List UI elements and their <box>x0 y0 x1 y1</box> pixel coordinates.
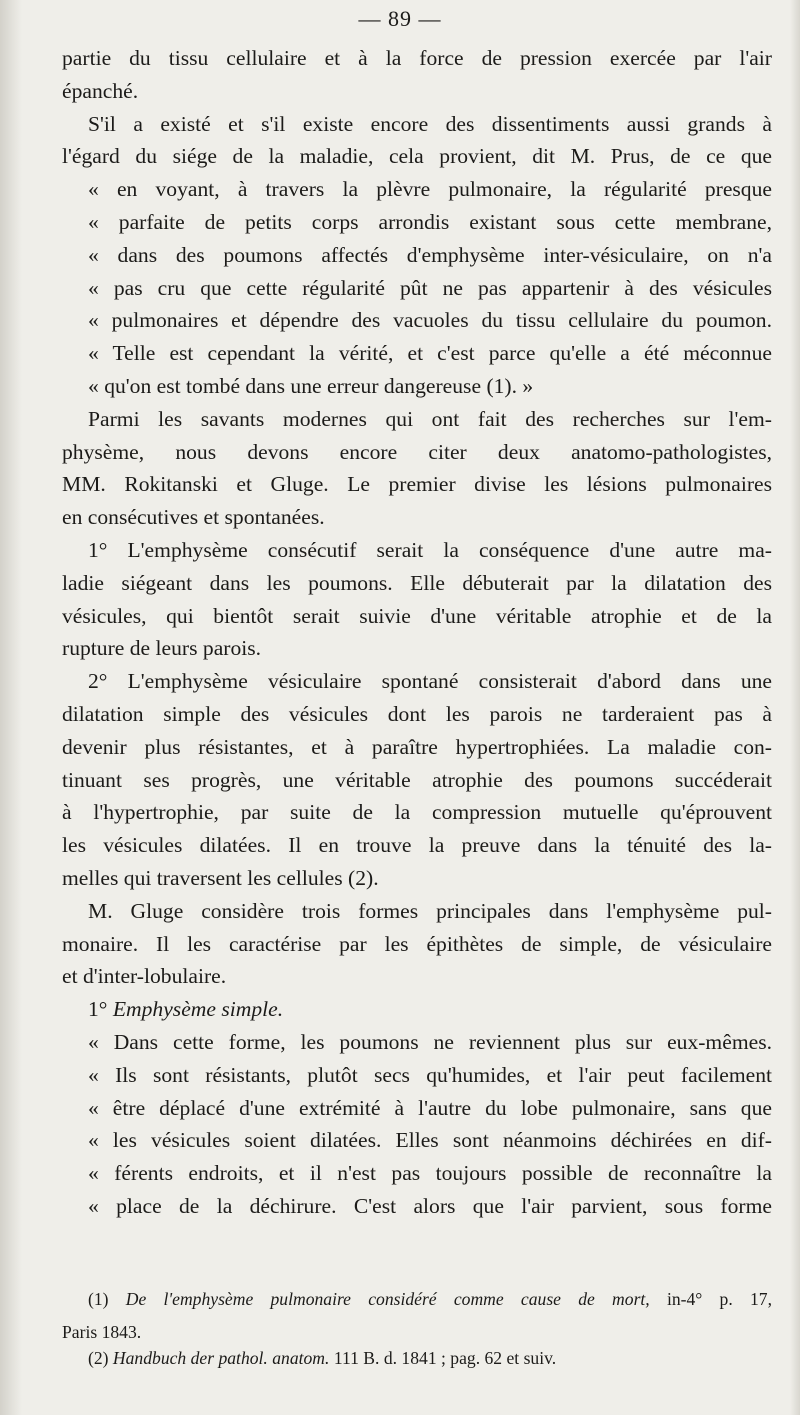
text-line: vésicules, qui bientôt serait suivie d'une véritable atrophie et de la <box>62 603 772 628</box>
text-line: partie du tissu cellulaire et à la force de pression exercée par l'air <box>62 46 772 70</box>
footnote-title: Handbuch der pathol. anatom. <box>112 1347 330 1368</box>
text-line: Parmi les savants modernes qui ont fait des recherches sur l'em- <box>88 406 772 431</box>
text-line: « Ils sont résistants, plutôt secs qu'humides, et l'air peut facilement <box>88 1062 772 1087</box>
page-edge-shadow-right <box>790 0 800 1415</box>
text-line: « dans des poumons affectés d'emphysème inter-vésiculaire, on n'a <box>88 242 772 267</box>
section-heading <box>62 993 772 1026</box>
footnote-title: De l'emphysème pulmonaire considéré comme cause de mort, <box>125 1289 650 1309</box>
page-number: — 89 — <box>358 6 442 31</box>
text-line: « Telle est cependant la vérité, et c'est parce qu'elle a été méconnue <box>88 341 772 366</box>
text-line: S'il a existé et s'il existe encore des dissentiments aussi grands à <box>88 111 772 136</box>
footnote-text: in-4° p. 17, <box>649 1289 772 1309</box>
heading-title: Emphysème simple. <box>112 997 284 1022</box>
page-edge-shadow <box>0 0 22 1415</box>
text-line: ladie siégeant dans les poumons. Elle débuterait par la dilatation des <box>62 570 772 595</box>
footnote-2 <box>62 1345 772 1371</box>
text-line: physème, nous devons encore citer deux anatomo-pathologistes, <box>62 439 772 464</box>
text-line: épanché. <box>62 78 139 103</box>
text-line: « place de la déchirure. C'est alors que l'air parvient, sous forme <box>88 1193 772 1218</box>
footnotes <box>62 1286 772 1371</box>
text-line: à l'hypertrophie, par suite de la compression mutuelle qu'éprouvent <box>62 800 772 825</box>
text-line: l'égard du siége de la maladie, cela provient, dit M. Prus, de ce que <box>62 144 772 169</box>
footnote-text: 111 B. d. 1841 ; pag. 62 et suiv. <box>329 1347 557 1368</box>
text-line: M. Gluge considère trois formes principales dans l'emphysème pul- <box>88 898 772 923</box>
footnote-mark: (1) <box>88 1289 109 1309</box>
text-line: « en voyant, à travers la plèvre pulmonaire, la régularité presque <box>88 177 772 202</box>
text-line: et d'inter-lobulaire. <box>62 964 227 989</box>
text-line: « les vésicules soient dilatées. Elles sont néanmoins déchirées en dif- <box>88 1128 772 1153</box>
text-line: « être déplacé d'une extrémité à l'autre du lobe pulmonaire, sans que <box>88 1095 772 1120</box>
text-line: devenir plus résistantes, et à paraître hypertrophiées. La maladie con- <box>62 734 772 759</box>
text-line: « pas cru que cette régularité pût ne pas appartenir à des vésicules <box>88 275 772 300</box>
heading-number: 1° <box>88 997 108 1022</box>
text-line: melles qui traversent les cellules (2). <box>62 865 379 890</box>
text-line: 1° L'emphysème consécutif serait la conséquence d'une autre ma- <box>88 537 772 562</box>
text-line: 2° L'emphysème vésiculaire spontané consisterait d'abord dans une <box>88 669 772 694</box>
text-line: « férents endroits, et il n'est pas toujours possible de reconnaître la <box>88 1161 772 1186</box>
text-line: MM. Rokitanski et Gluge. Le premier divise les lésions pulmonaires <box>62 472 772 497</box>
text-line: monaire. Il les caractérise par les épithètes de simple, de vésiculaire <box>62 931 772 956</box>
text-line: « Dans cette forme, les poumons ne reviennent plus sur eux-mêmes. <box>88 1029 772 1054</box>
text-line: dilatation simple des vésicules dont les parois ne tarderaient pas à <box>62 701 772 726</box>
footnote-1-cont: Paris 1843. <box>62 1321 142 1342</box>
text-line: en consécutives et spontanées. <box>62 505 325 530</box>
text-line: les vésicules dilatées. Il en trouve la preuve dans la ténuité des la- <box>62 833 772 858</box>
text-line: « parfaite de petits corps arrondis existant sous cette membrane, <box>88 209 772 234</box>
body-text <box>62 42 772 1223</box>
text-line: « qu'on est tombé dans une erreur dangereuse (1). » <box>88 373 534 398</box>
footnote-1 <box>62 1286 772 1319</box>
text-line: tinuant ses progrès, une véritable atrophie des poumons succéderait <box>62 767 772 792</box>
text-line: « pulmonaires et dépendre des vacuoles du tissu cellulaire du poumon. <box>88 308 772 333</box>
text-line: rupture de leurs parois. <box>62 636 262 661</box>
footnote-mark: (2) <box>88 1347 109 1368</box>
